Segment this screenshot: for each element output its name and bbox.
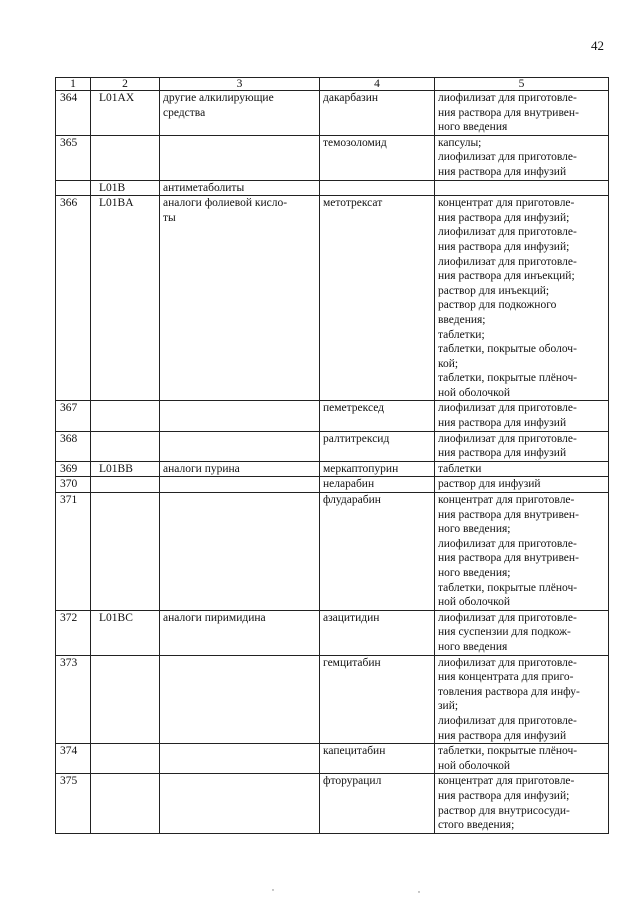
- atc-code-cell: [91, 655, 160, 744]
- column-header-5: 5: [435, 78, 609, 91]
- header-row: [56, 78, 609, 91]
- anatomical-group-cell: [160, 135, 320, 180]
- dosage-form-line: таблетки, покрытые плёноч-: [438, 581, 578, 594]
- dosage-form-line: концентрат для приготовле-: [438, 775, 575, 788]
- scan-speckles: [0, 880, 640, 900]
- row-number-cell: 364: [56, 91, 91, 136]
- group-line: ты: [163, 211, 176, 224]
- anatomical-group-cell: [160, 196, 320, 401]
- row-number-cell: 372: [56, 610, 91, 655]
- substance-cell: неларабин: [320, 477, 435, 493]
- substance-cell: фторурацил: [320, 774, 435, 833]
- atc-code-cell: L01BB: [91, 461, 160, 477]
- dosage-form-line: ния раствора для инфузий: [438, 729, 567, 742]
- substance-cell: [320, 180, 435, 196]
- row-number-cell: 370: [56, 477, 91, 493]
- table-row: [56, 401, 609, 431]
- anatomical-group-cell: [160, 180, 320, 196]
- dosage-form-line: товления раствора для инфу-: [438, 685, 580, 698]
- table-body: [56, 91, 609, 834]
- row-number-cell: 367: [56, 401, 91, 431]
- anatomical-group-cell: [160, 655, 320, 744]
- dosage-form-line: стого введения;: [438, 819, 515, 832]
- row-number-cell: 374: [56, 744, 91, 774]
- table-row: [56, 774, 609, 833]
- dosage-form-line: кой;: [438, 357, 459, 370]
- dosage-form-line: капсулы;: [438, 136, 482, 149]
- substance-cell: ралтитрексид: [320, 431, 435, 461]
- atc-code-cell: [91, 493, 160, 611]
- dosage-form-line: ной оболочкой: [438, 386, 511, 399]
- group-line: аналоги пурина: [163, 462, 240, 475]
- dosage-form-line: таблетки, покрытые плёноч-: [438, 372, 578, 385]
- row-number-cell: 365: [56, 135, 91, 180]
- anatomical-group-cell: [160, 744, 320, 774]
- atc-code-cell: L01BA: [91, 196, 160, 401]
- dosage-form-line: раствор для инъекций;: [438, 284, 550, 297]
- row-number-cell: 369: [56, 461, 91, 477]
- dosage-form-line: ния раствора для инфузий: [438, 447, 567, 460]
- dosage-form-line: лиофилизат для приготовле-: [438, 537, 577, 550]
- dosage-form-line: ния раствора для внутривен-: [438, 106, 579, 119]
- dosage-form-line: введения;: [438, 313, 486, 326]
- table-row: [56, 196, 609, 401]
- column-header-4: 4: [320, 78, 435, 91]
- atc-code-cell: [91, 401, 160, 431]
- dosage-form-line: концентрат для приготовле-: [438, 494, 575, 507]
- substance-cell: метотрексат: [320, 196, 435, 401]
- table-row: [56, 744, 609, 774]
- atc-code-cell: [91, 135, 160, 180]
- substance-cell: пеметрексед: [320, 401, 435, 431]
- dosage-form-line: лиофилизат для приготовле-: [438, 714, 577, 727]
- group-line: антиметаболиты: [163, 181, 245, 194]
- dosage-form-line: ния раствора для внутривен-: [438, 508, 579, 521]
- atc-code-cell: [91, 744, 160, 774]
- dosage-form-line: лиофилизат для приготовле-: [438, 255, 577, 268]
- dosage-form-line: таблетки;: [438, 328, 485, 341]
- dosage-forms-cell: [435, 744, 609, 774]
- anatomical-group-cell: [160, 461, 320, 477]
- table-row: [56, 461, 609, 477]
- dosage-forms-cell: [435, 196, 609, 401]
- dosage-forms-cell: [435, 461, 609, 477]
- substance-cell: гемцитабин: [320, 655, 435, 744]
- table-row: [56, 493, 609, 611]
- anatomical-group-cell: [160, 91, 320, 136]
- speckle: [418, 891, 419, 892]
- atc-code-cell: [91, 774, 160, 833]
- dosage-form-line: ного введения: [438, 640, 508, 653]
- substance-cell: темозоломид: [320, 135, 435, 180]
- dosage-form-line: раствор для внутрисосуди-: [438, 804, 570, 817]
- atc-code-cell: [91, 431, 160, 461]
- substance-cell: меркаптопурин: [320, 461, 435, 477]
- dosage-form-line: ния концентрата для приго-: [438, 671, 574, 684]
- dosage-form-line: зий;: [438, 700, 459, 713]
- dosage-form-line: таблетки: [438, 462, 482, 475]
- page-number: 42: [591, 38, 604, 53]
- table-row: [56, 655, 609, 744]
- dosage-forms-cell: [435, 477, 609, 493]
- table-row: [56, 91, 609, 136]
- dosage-form-line: ния раствора для инфузий;: [438, 211, 570, 224]
- dosage-form-line: ния раствора для инфузий: [438, 165, 567, 178]
- anatomical-group-cell: [160, 431, 320, 461]
- dosage-form-line: ной оболочкой: [438, 759, 511, 772]
- dosage-form-line: лиофилизат для приготовле-: [438, 226, 577, 239]
- group-line: аналоги пиримидина: [163, 611, 266, 624]
- row-number-cell: 366: [56, 196, 91, 401]
- atc-code-cell: L01BC: [91, 610, 160, 655]
- row-number-cell: 368: [56, 431, 91, 461]
- dosage-form-line: таблетки, покрытые оболоч-: [438, 343, 577, 356]
- substance-cell: капецитабин: [320, 744, 435, 774]
- dosage-forms-cell: [435, 431, 609, 461]
- dosage-form-line: ния суспензии для подкож-: [438, 626, 571, 639]
- group-line: другие алкилирующие: [163, 92, 274, 104]
- row-number-cell: 371: [56, 493, 91, 611]
- row-number-cell: [56, 180, 91, 196]
- column-header-1: 1: [56, 78, 91, 91]
- dosage-form-line: раствор для подкожного: [438, 299, 557, 312]
- dosage-form-line: ния раствора для инфузий;: [438, 240, 570, 253]
- dosage-form-line: ния раствора для инфузий: [438, 417, 567, 430]
- dosage-form-line: ного введения;: [438, 523, 511, 536]
- dosage-form-line: концентрат для приготовле-: [438, 197, 575, 210]
- dosage-forms-cell: [435, 135, 609, 180]
- dosage-forms-cell: [435, 91, 609, 136]
- substance-cell: дакарбазин: [320, 91, 435, 136]
- dosage-form-line: лиофилизат для приготовле-: [438, 656, 577, 669]
- atc-code-cell: L01B: [91, 180, 160, 196]
- column-header-3: 3: [160, 78, 320, 91]
- dosage-form-line: таблетки, покрытые плёноч-: [438, 745, 578, 758]
- dosage-forms-cell: [435, 610, 609, 655]
- table-row: [56, 610, 609, 655]
- group-line: аналоги фолиевой кисло-: [163, 197, 288, 210]
- anatomical-group-cell: [160, 610, 320, 655]
- anatomical-group-cell: [160, 493, 320, 611]
- table-row: [56, 180, 609, 196]
- row-number-cell: 373: [56, 655, 91, 744]
- dosage-form-line: ния раствора для инъекций;: [438, 270, 575, 283]
- dosage-form-line: ной оболочкой: [438, 596, 511, 609]
- dosage-form-line: ного введения;: [438, 567, 511, 579]
- dosage-form-line: ния раствора для инфузий;: [438, 789, 570, 802]
- substance-cell: азацитидин: [320, 610, 435, 655]
- dosage-forms-cell: [435, 655, 609, 744]
- table-row: [56, 431, 609, 461]
- column-header-2: 2: [91, 78, 160, 91]
- anatomical-group-cell: [160, 401, 320, 431]
- dosage-forms-cell: [435, 401, 609, 431]
- group-line: средства: [163, 106, 206, 119]
- dosage-form-line: раствор для инфузий: [438, 478, 541, 491]
- dosage-forms-cell: [435, 493, 609, 611]
- anatomical-group-cell: [160, 477, 320, 493]
- dosage-forms-cell: [435, 774, 609, 833]
- anatomical-group-cell: [160, 774, 320, 833]
- dosage-forms-cell: [435, 180, 609, 196]
- dosage-form-line: лиофилизат для приготовле-: [438, 92, 577, 104]
- dosage-form-line: ного введения: [438, 121, 508, 134]
- table-row: [56, 477, 609, 493]
- dosage-form-line: лиофилизат для приготовле-: [438, 151, 577, 164]
- dosage-form-line: ния раствора для внутривен-: [438, 552, 579, 565]
- dosage-form-line: лиофилизат для приготовле-: [438, 432, 577, 445]
- table-row: [56, 135, 609, 180]
- speckle: [272, 889, 273, 890]
- row-number-cell: 375: [56, 774, 91, 833]
- atc-code-cell: [91, 477, 160, 493]
- drug-list-table: [55, 77, 609, 834]
- substance-cell: флударабин: [320, 493, 435, 611]
- table-header: [56, 78, 609, 91]
- atc-code-cell: L01AX: [91, 91, 160, 136]
- dosage-form-line: лиофилизат для приготовле-: [438, 611, 577, 624]
- dosage-form-line: лиофилизат для приготовле-: [438, 402, 577, 415]
